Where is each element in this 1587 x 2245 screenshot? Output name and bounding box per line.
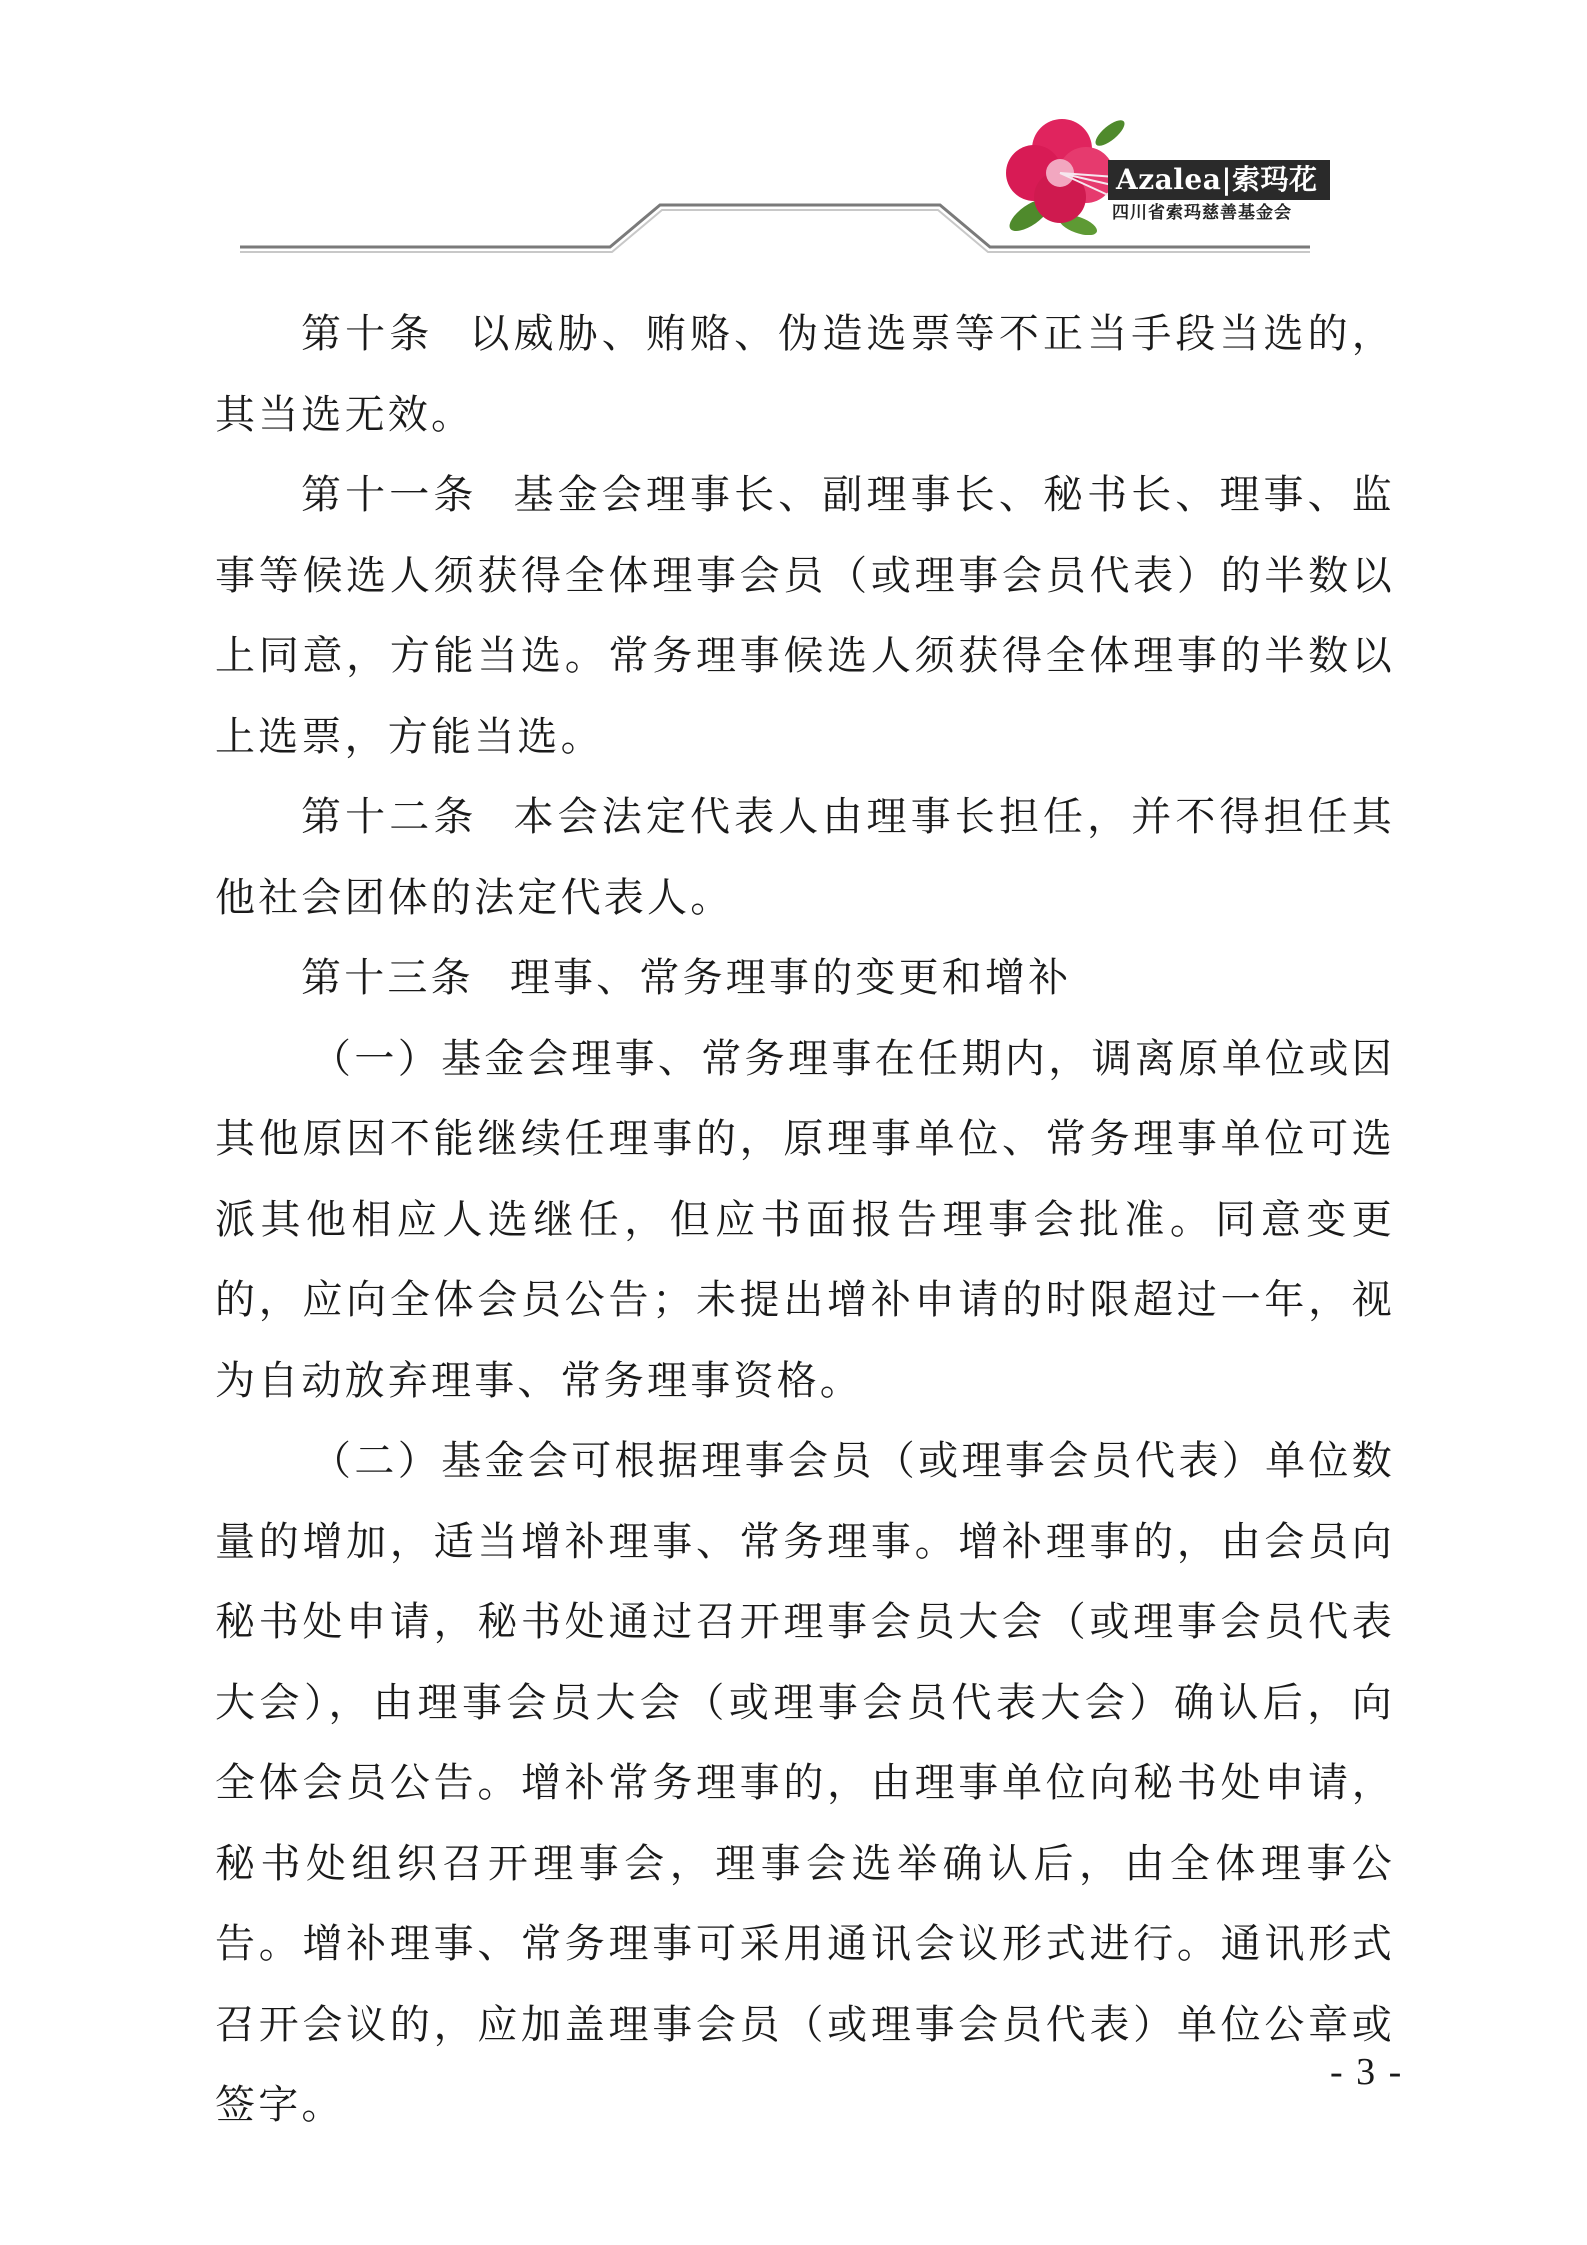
logo-subtitle: 四川省索玛慈善基金会 — [1112, 203, 1292, 223]
article-13 — [215, 938, 1395, 1019]
article-10 — [215, 294, 1395, 455]
article-text: 理事、常务理事的变更和增补 — [509, 955, 1072, 1001]
article-title: 第十三条 — [301, 955, 474, 1001]
article-11 — [215, 455, 1395, 777]
page-number: - 3 - — [1330, 2051, 1404, 2093]
header-rule — [0, 0, 1587, 260]
article-text: 以威胁、贿赂、伪造选票等不正当手段当选的，其当选无效。 — [215, 311, 1395, 438]
logo-title: Azalea|索玛花 — [1108, 160, 1330, 200]
article-12 — [215, 777, 1395, 938]
article-title: 第十一条 — [301, 472, 478, 518]
article-title: 第十二条 — [301, 794, 478, 840]
article-text: 本会法定代表人由理事长担任，并不得担任其他社会团体的法定代表人。 — [215, 794, 1396, 921]
clause-1: （一）基金会理事、常务理事在任期内，调离原单位或因其他原因不能继续任理事的，原理事单位、常务理事单位可选派其他相应人选继任，但应书面报告理事会批准。同意变更的，应向全体会员公告；未提出增补申请的时限超过一年，视为自动放弃理事、常务理事资格。 — [215, 1035, 1395, 1404]
clause-2: （二）基金会可根据理事会员（或理事会员代表）单位数量的增加，适当增补理事、常务理事。增补理事的，由会员向秘书处申请，秘书处通过召开理事会员大会（或理事会员代表大会），由理事会员大会（或理事会员代表大会）确认后，向全体会员公告。增补常务理事的，由理事单位向秘书处申请，秘书处组织召开理事会，理事会选举确认后，由全体理事公告。增补理事、常务理事可采用通讯会议形式进行。通讯形式召开会议的，应加盖理事会员（或理事会员代表）单位公章或签字。 — [215, 1438, 1395, 2128]
article-text: 基金会理事长、副理事长、秘书长、理事、监事等候选人须获得全体理事会员（或理事会员代表）的半数以上同意，方能当选。常务理事候选人须获得全体理事的半数以上选票，方能当选。 — [215, 472, 1396, 760]
article-title: 第十条 — [301, 311, 434, 357]
document-body — [215, 294, 1395, 2146]
